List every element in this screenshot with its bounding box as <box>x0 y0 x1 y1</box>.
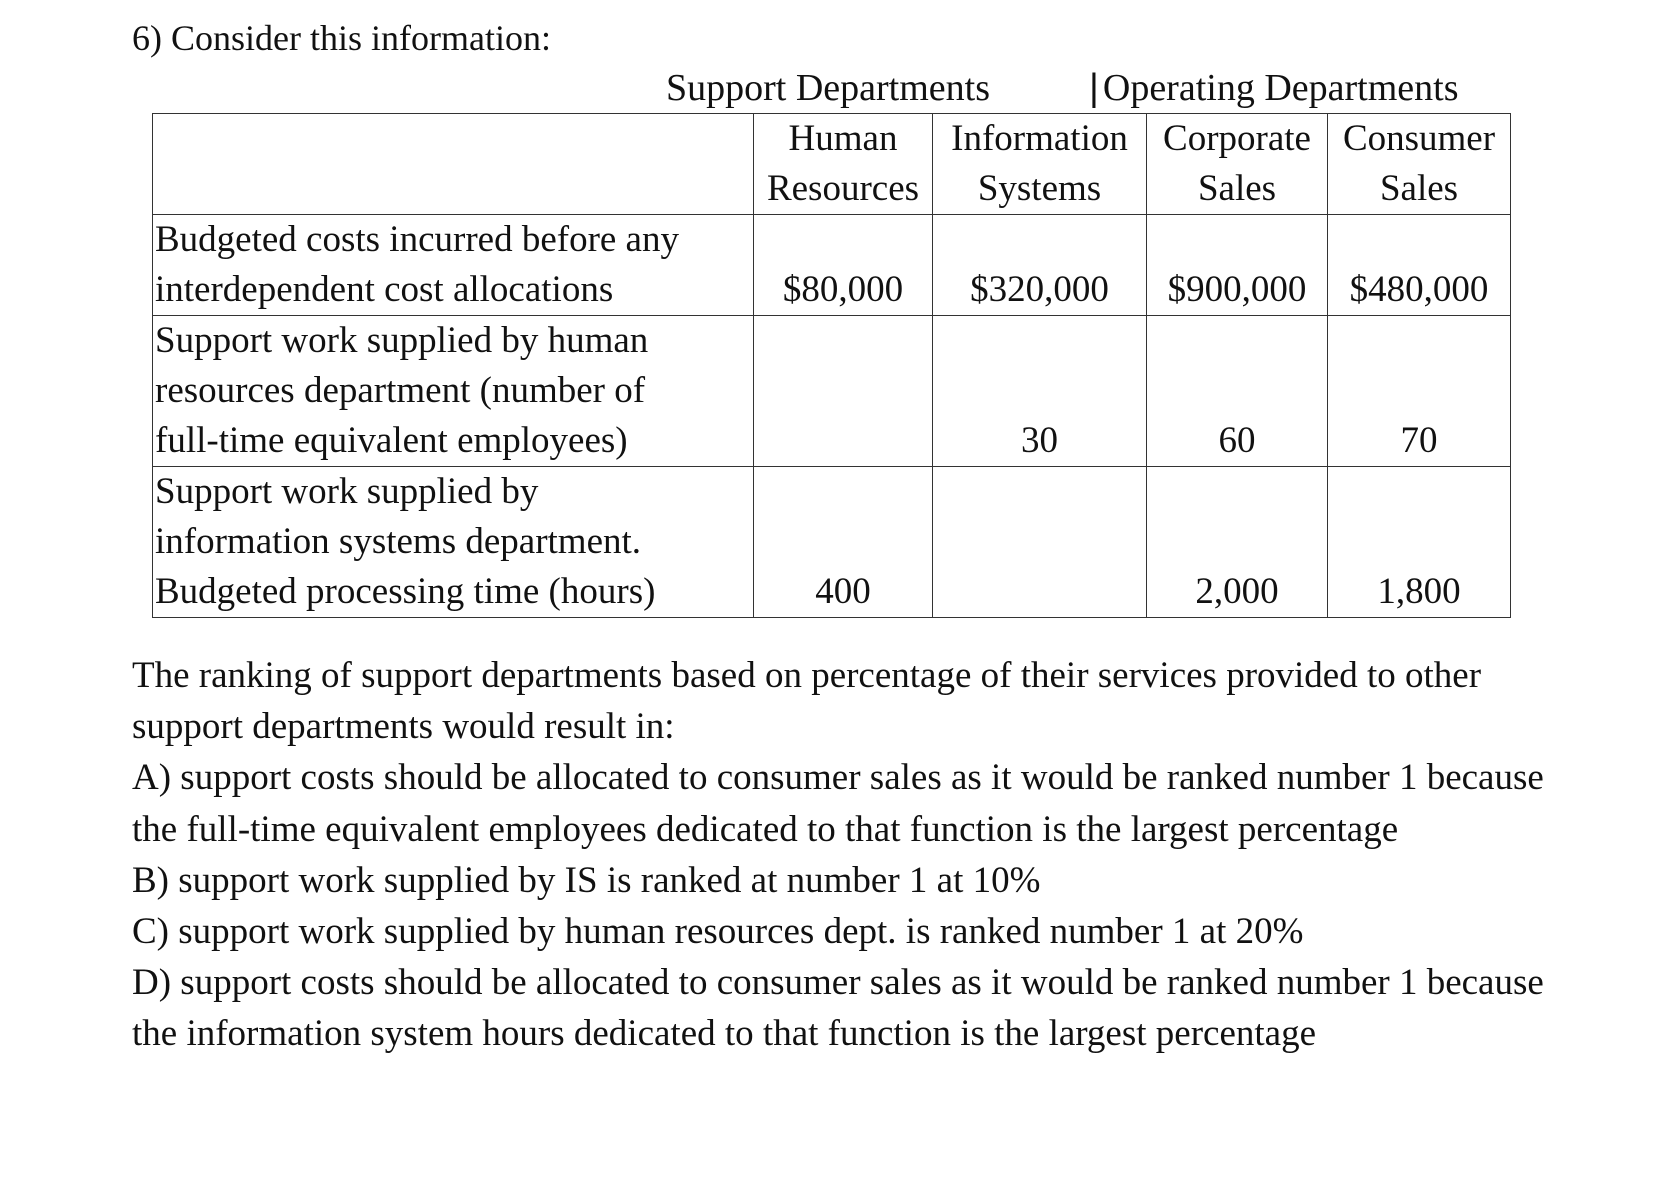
header-cons-line1: Consumer <box>1342 118 1496 159</box>
table-row <box>153 316 1511 467</box>
table-row <box>153 467 1511 618</box>
cell-cons-budgeted: $480,000 <box>1328 215 1511 316</box>
cell-is-is-support <box>933 467 1147 618</box>
header-hr-line2: Resources <box>766 168 920 209</box>
header-hr-line1: Human <box>788 118 898 159</box>
row-label-line: Budgeted costs incurred before any <box>155 219 679 260</box>
row-label-line: Budgeted processing time (hours) <box>155 571 656 612</box>
header-blank-cell <box>153 114 754 215</box>
cell-cs-hr-support: 60 <box>1147 316 1328 467</box>
answer-option-b[interactable]: B) support work supplied by IS is ranked at number 1 at 10% <box>132 859 1041 901</box>
cell-is-hr-support: 30 <box>933 316 1147 467</box>
question-stem: The ranking of support departments based on percentage of their services provided to other support departments would result in: <box>132 655 1482 748</box>
question-number-label: 6) Consider this information: <box>132 18 551 58</box>
support-departments-header: Support Departments <box>666 67 991 109</box>
header-cs-line2: Sales <box>1197 168 1277 209</box>
table-row <box>153 215 1511 316</box>
answer-option-c[interactable]: C) support work supplied by human resources dept. is ranked number 1 at 20% <box>132 911 1304 953</box>
header-information-systems <box>933 114 1147 215</box>
cell-is-budgeted: $320,000 <box>933 215 1147 316</box>
cell-cons-is-support: 1,800 <box>1328 467 1511 618</box>
header-human-resources <box>754 114 933 215</box>
question-body <box>132 650 1552 1060</box>
row-label-line: full-time equivalent employees) <box>155 420 628 461</box>
row-label-line: Support work supplied by <box>155 471 539 512</box>
row-label-line: information systems department. <box>155 521 642 562</box>
row-label-is-support <box>153 467 754 618</box>
cost-data-table <box>152 113 1511 618</box>
header-consumer-sales <box>1328 114 1511 215</box>
cell-hr-is-support: 400 <box>754 467 933 618</box>
header-cons-line2: Sales <box>1379 168 1459 209</box>
table-header-row <box>153 114 1511 215</box>
answer-option-a[interactable]: A) support costs should be allocated to consumer sales as it would be ranked number 1 because the full-time equivalent employees dedicated to that function is the largest percentage <box>132 757 1544 850</box>
header-is-line2: Systems <box>977 168 1102 209</box>
header-cs-line1: Corporate <box>1163 118 1311 159</box>
cell-cs-is-support: 2,000 <box>1147 467 1328 618</box>
row-label-hr-support <box>153 316 754 467</box>
cell-cs-budgeted: $900,000 <box>1147 215 1328 316</box>
answer-option-d[interactable]: D) support costs should be allocated to consumer sales as it would be ranked number 1 because the information system hours dedicated to that function is the largest percentage <box>132 962 1544 1055</box>
group-divider: | <box>1089 67 1099 109</box>
row-label-line: Support work supplied by human <box>155 320 649 361</box>
row-label-line: resources department (number of <box>155 370 646 411</box>
header-corporate-sales <box>1147 114 1328 215</box>
header-is-line1: Information <box>951 118 1128 159</box>
cell-hr-hr-support <box>754 316 933 467</box>
cell-hr-budgeted: $80,000 <box>754 215 933 316</box>
cell-cons-hr-support: 70 <box>1328 316 1511 467</box>
operating-departments-header <box>1089 64 1458 112</box>
row-label-line: interdependent cost allocations <box>155 269 614 310</box>
operating-departments-label: Operating Departments <box>1102 67 1459 109</box>
row-label-budgeted-costs <box>153 215 754 316</box>
